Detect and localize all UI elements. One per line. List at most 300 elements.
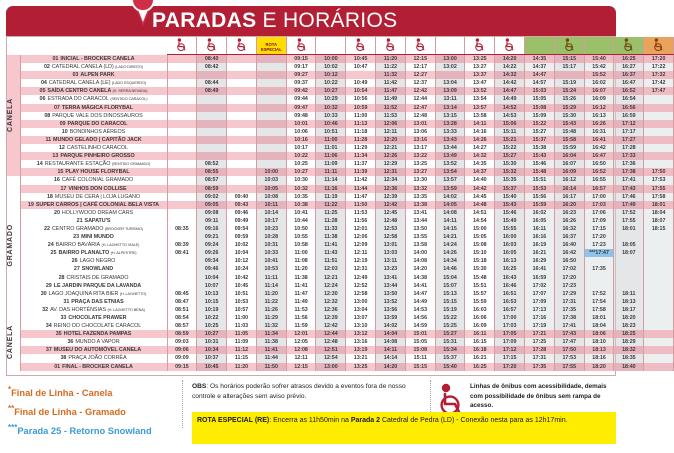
time-cell[interactable]: 11:20 — [256, 290, 286, 298]
time-cell[interactable]: 13:09 — [435, 87, 465, 95]
time-cell[interactable]: 15:29 — [554, 104, 584, 112]
time-cell[interactable]: 10:57 — [227, 306, 257, 314]
time-cell[interactable] — [614, 257, 644, 265]
time-cell[interactable]: 16:55 — [584, 176, 614, 184]
time-cell[interactable]: 17:03 — [495, 322, 525, 330]
time-cell[interactable]: 13:01 — [376, 241, 406, 249]
time-cell[interactable]: 16:32 — [554, 225, 584, 233]
time-cell[interactable]: 15:15 — [405, 363, 435, 371]
time-cell[interactable]: 08:57 — [167, 322, 197, 330]
time-cell[interactable] — [614, 265, 644, 273]
time-cell[interactable]: 10:25 — [197, 322, 227, 330]
time-cell[interactable] — [167, 79, 197, 87]
time-cell[interactable]: 15:07 — [435, 282, 465, 290]
time-cell[interactable]: 18:01 — [644, 201, 674, 209]
time-cell[interactable]: 17:21 — [525, 330, 555, 338]
time-cell[interactable]: 18:23 — [614, 322, 644, 330]
time-cell[interactable]: 17:54 — [584, 298, 614, 306]
time-cell[interactable]: 09:34 — [197, 257, 227, 265]
time-cell[interactable]: 11:18 — [346, 128, 376, 136]
time-cell[interactable] — [256, 144, 286, 152]
time-cell[interactable]: 09:08 — [197, 209, 227, 217]
time-cell[interactable]: 12:31 — [346, 265, 376, 273]
time-cell[interactable]: 10:45 — [227, 282, 257, 290]
time-cell[interactable]: 08:47 — [167, 298, 197, 306]
time-cell[interactable]: 09:49 — [227, 217, 257, 225]
time-cell[interactable]: 10:34 — [197, 346, 227, 354]
time-cell[interactable]: 13:44 — [405, 217, 435, 225]
time-cell[interactable]: 12:29 — [376, 160, 406, 168]
time-cell[interactable]: 14:48 — [465, 201, 495, 209]
time-cell[interactable] — [554, 71, 584, 79]
time-cell[interactable]: 14:40 — [465, 176, 495, 184]
time-cell[interactable]: 12:44 — [405, 95, 435, 103]
column-header-6[interactable] — [346, 37, 376, 55]
time-cell[interactable]: 17:31 — [525, 354, 555, 362]
time-cell[interactable]: 17:53 — [554, 354, 584, 362]
time-cell[interactable]: 18:17 — [614, 306, 644, 314]
time-cell[interactable]: 12:01 — [286, 330, 316, 338]
time-cell[interactable]: 11:28 — [316, 217, 346, 225]
time-cell[interactable] — [644, 274, 674, 282]
time-cell[interactable]: 16:40 — [554, 241, 584, 249]
time-cell[interactable]: 15:24 — [554, 87, 584, 95]
time-cell[interactable]: 13:52 — [435, 160, 465, 168]
time-cell[interactable]: 18:20 — [614, 314, 644, 322]
column-header-16[interactable] — [644, 37, 674, 55]
time-cell[interactable]: 15:01 — [405, 330, 435, 338]
time-cell[interactable]: 13:44 — [376, 282, 406, 290]
time-cell[interactable]: 10:49 — [346, 79, 376, 87]
time-cell[interactable]: 16:50 — [554, 257, 584, 265]
time-cell[interactable]: 16:25 — [495, 265, 525, 273]
time-cell[interactable]: 17:43 — [614, 185, 644, 193]
time-cell[interactable]: 14:47 — [525, 71, 555, 79]
time-cell[interactable]: 11:38 — [316, 233, 346, 241]
time-cell[interactable]: 16:37 — [614, 71, 644, 79]
time-cell[interactable]: 10:54 — [346, 87, 376, 95]
time-cell[interactable] — [256, 160, 286, 168]
time-cell[interactable] — [644, 338, 674, 346]
time-cell[interactable]: 16:03 — [465, 306, 495, 314]
time-cell[interactable]: 10:02 — [316, 63, 346, 71]
time-cell[interactable]: 11:59 — [286, 322, 316, 330]
stop-name-cell[interactable] — [20, 120, 167, 128]
time-cell[interactable] — [227, 185, 257, 193]
time-cell[interactable] — [227, 112, 257, 120]
time-cell[interactable]: 18:01 — [584, 314, 614, 322]
time-cell[interactable]: 11:29 — [256, 314, 286, 322]
time-cell[interactable]: 13:00 — [346, 298, 376, 306]
time-cell[interactable]: 16:17 — [554, 193, 584, 201]
time-cell[interactable] — [227, 128, 257, 136]
time-cell[interactable]: 11:41 — [316, 241, 346, 249]
stop-name-cell[interactable] — [20, 79, 167, 87]
time-cell[interactable]: 10:23 — [256, 225, 286, 233]
time-cell[interactable]: 11:22 — [316, 201, 346, 209]
time-cell[interactable] — [167, 152, 197, 160]
time-cell[interactable]: 10:59 — [346, 104, 376, 112]
time-cell[interactable]: 14:04 — [376, 330, 406, 338]
time-cell[interactable]: 18:13 — [614, 298, 644, 306]
time-cell[interactable]: 14:32 — [465, 152, 495, 160]
time-cell[interactable]: 14:47 — [495, 87, 525, 95]
time-cell[interactable] — [256, 95, 286, 103]
time-cell[interactable]: 12:06 — [346, 233, 376, 241]
column-header-1[interactable] — [197, 37, 227, 55]
stop-name-cell[interactable] — [20, 241, 167, 249]
time-cell[interactable] — [256, 55, 286, 64]
time-cell[interactable]: 14:56 — [405, 314, 435, 322]
time-cell[interactable]: 17:55 — [554, 363, 584, 371]
time-cell[interactable]: 18:25 — [614, 330, 644, 338]
time-cell[interactable]: 15:51 — [525, 176, 555, 184]
time-cell[interactable]: 12:44 — [316, 330, 346, 338]
time-cell[interactable]: 11:43 — [316, 249, 346, 257]
time-cell[interactable]: 15:35 — [495, 176, 525, 184]
time-cell[interactable]: 16:46 — [495, 282, 525, 290]
time-cell[interactable]: 10:50 — [286, 225, 316, 233]
time-cell[interactable]: 15:51 — [465, 282, 495, 290]
time-cell[interactable]: 12:11 — [346, 249, 376, 257]
time-cell[interactable]: 09:44 — [286, 95, 316, 103]
time-cell[interactable]: 09:59 — [227, 233, 257, 241]
column-header-13[interactable] — [554, 37, 584, 55]
time-cell[interactable]: 14:20 — [495, 55, 525, 64]
time-cell[interactable]: 16:23 — [554, 209, 584, 217]
time-cell[interactable]: 13:19 — [346, 346, 376, 354]
time-cell[interactable]: 11:29 — [346, 144, 376, 152]
time-cell[interactable]: 10:04 — [197, 274, 227, 282]
time-cell[interactable]: 10:04 — [227, 249, 257, 257]
stop-name-cell[interactable] — [20, 354, 167, 362]
time-cell[interactable]: 10:12 — [227, 257, 257, 265]
time-cell[interactable]: 14:16 — [465, 128, 495, 136]
time-cell[interactable]: 17:33 — [614, 152, 644, 160]
time-cell[interactable]: 17:32 — [644, 71, 674, 79]
time-cell[interactable] — [167, 104, 197, 112]
time-cell[interactable]: 12:52 — [346, 282, 376, 290]
time-cell[interactable]: 13:17 — [405, 144, 435, 152]
time-cell[interactable] — [644, 120, 674, 128]
time-cell[interactable]: 09:02 — [197, 193, 227, 201]
time-cell[interactable]: 15:59 — [554, 144, 584, 152]
column-header-7[interactable] — [376, 37, 406, 55]
time-cell[interactable] — [644, 233, 674, 241]
time-cell[interactable]: 11:50 — [346, 201, 376, 209]
stop-name-cell[interactable] — [20, 193, 167, 201]
time-cell[interactable]: 17:58 — [584, 306, 614, 314]
time-cell[interactable]: 18:40 — [614, 363, 644, 371]
time-cell[interactable]: 16:41 — [584, 136, 614, 144]
time-cell[interactable]: 15:18 — [465, 257, 495, 265]
time-cell[interactable]: 16:52 — [614, 87, 644, 95]
time-cell[interactable]: 13:59 — [435, 185, 465, 193]
time-cell[interactable]: 11:32 — [256, 322, 286, 330]
time-cell[interactable]: 12:15 — [286, 363, 316, 371]
time-cell[interactable]: 17:20 — [584, 233, 614, 241]
time-cell[interactable]: 13:11 — [376, 257, 406, 265]
time-cell[interactable]: 16:15 — [465, 338, 495, 346]
time-cell[interactable] — [644, 322, 674, 330]
time-cell[interactable]: 16:04 — [554, 152, 584, 160]
time-cell[interactable]: 12:08 — [286, 346, 316, 354]
time-cell[interactable]: 11:06 — [316, 152, 346, 160]
time-cell[interactable]: 10:45 — [346, 55, 376, 64]
time-cell[interactable]: 09:06 — [167, 346, 197, 354]
time-cell[interactable]: 09:11 — [197, 217, 227, 225]
time-cell[interactable]: 16:25 — [614, 55, 644, 64]
time-cell[interactable]: 17:55 — [644, 185, 674, 193]
time-cell[interactable]: 17:42 — [644, 79, 674, 87]
time-cell[interactable]: 10:15 — [197, 298, 227, 306]
time-cell[interactable]: 10:31 — [256, 241, 286, 249]
column-header-3[interactable] — [256, 37, 286, 55]
time-cell[interactable]: 15:37 — [435, 354, 465, 362]
time-cell[interactable] — [167, 257, 197, 265]
time-cell[interactable]: 15:15 — [554, 55, 584, 64]
stop-name-cell[interactable] — [20, 274, 167, 282]
stop-name-cell[interactable] — [20, 71, 167, 79]
time-cell[interactable]: 13:30 — [405, 176, 435, 184]
time-cell[interactable]: 17:50 — [554, 346, 584, 354]
time-cell[interactable]: 13:32 — [405, 185, 435, 193]
time-cell[interactable]: 18:13 — [584, 346, 614, 354]
time-cell[interactable]: 12:48 — [405, 112, 435, 120]
time-cell[interactable] — [167, 201, 197, 209]
time-cell[interactable] — [167, 87, 197, 95]
time-cell[interactable]: 17:52 — [584, 290, 614, 298]
time-cell[interactable] — [644, 330, 674, 338]
time-cell[interactable]: 15:37 — [495, 185, 525, 193]
time-cell[interactable] — [227, 160, 257, 168]
time-cell[interactable]: 16:14 — [554, 185, 584, 193]
time-cell[interactable]: 13:28 — [435, 120, 465, 128]
time-cell[interactable]: 15:31 — [435, 338, 465, 346]
time-cell[interactable]: 14:47 — [405, 290, 435, 298]
time-cell[interactable]: 12:48 — [376, 217, 406, 225]
time-cell[interactable]: 12:32 — [316, 298, 346, 306]
time-cell[interactable]: 10:35 — [286, 193, 316, 201]
time-cell[interactable]: 17:35 — [525, 363, 555, 371]
time-cell[interactable]: 16:09 — [554, 168, 584, 176]
time-cell[interactable]: 08:54 — [167, 314, 197, 322]
time-cell[interactable]: 14:42 — [495, 79, 525, 87]
time-cell[interactable]: 15:05 — [525, 95, 555, 103]
time-cell[interactable]: 17:09 — [495, 338, 525, 346]
time-cell[interactable]: 15:32 — [495, 168, 525, 176]
time-cell[interactable]: 17:46 — [614, 193, 644, 201]
time-cell[interactable] — [644, 282, 674, 290]
column-header-15[interactable] — [614, 37, 644, 55]
time-cell[interactable] — [197, 128, 227, 136]
time-cell[interactable]: 14:26 — [465, 136, 495, 144]
time-cell[interactable]: 15:27 — [435, 330, 465, 338]
time-cell[interactable]: 15:42 — [584, 63, 614, 71]
time-cell[interactable]: 10:41 — [256, 257, 286, 265]
time-cell[interactable]: 15:48 — [554, 128, 584, 136]
time-cell[interactable]: 15:49 — [495, 217, 525, 225]
time-cell[interactable]: 10:00 — [316, 55, 346, 64]
time-cell[interactable]: 14:24 — [435, 241, 465, 249]
time-cell[interactable]: 14:45 — [465, 193, 495, 201]
stop-name-cell[interactable] — [20, 185, 167, 193]
time-cell[interactable]: ***17:47 — [584, 249, 614, 257]
stop-name-cell[interactable] — [20, 63, 167, 71]
time-cell[interactable]: 10:31 — [197, 338, 227, 346]
time-cell[interactable]: 14:57 — [525, 79, 555, 87]
time-cell[interactable]: 12:42 — [405, 87, 435, 95]
time-cell[interactable]: 17:15 — [584, 225, 614, 233]
time-cell[interactable]: 11:09 — [227, 338, 257, 346]
time-cell[interactable]: 10:32 — [286, 185, 316, 193]
time-cell[interactable]: 18:29 — [614, 338, 644, 346]
time-cell[interactable] — [167, 233, 197, 241]
time-cell[interactable]: 15:30 — [495, 160, 525, 168]
time-cell[interactable]: 14:54 — [465, 217, 495, 225]
time-cell[interactable]: 15:27 — [495, 152, 525, 160]
time-cell[interactable]: 11:00 — [316, 136, 346, 144]
time-cell[interactable]: 17:17 — [614, 128, 644, 136]
time-cell[interactable] — [227, 79, 257, 87]
time-cell[interactable]: 13:59 — [376, 314, 406, 322]
time-cell[interactable] — [227, 168, 257, 176]
time-cell[interactable]: 15:43 — [554, 120, 584, 128]
time-cell[interactable]: 15:06 — [495, 120, 525, 128]
time-cell[interactable]: 15:22 — [495, 144, 525, 152]
time-cell[interactable]: 16:57 — [495, 306, 525, 314]
time-cell[interactable]: 17:16 — [525, 314, 555, 322]
time-cell[interactable]: 16:05 — [495, 249, 525, 257]
time-cell[interactable]: 09:46 — [227, 209, 257, 217]
time-cell[interactable]: 17:15 — [495, 354, 525, 362]
time-cell[interactable]: 14:21 — [435, 233, 465, 241]
time-cell[interactable] — [256, 71, 286, 79]
time-cell[interactable]: 10:56 — [346, 95, 376, 103]
stop-name-cell[interactable] — [20, 363, 167, 371]
time-cell[interactable]: 09:37 — [286, 79, 316, 87]
time-cell[interactable]: 16:56 — [614, 104, 644, 112]
time-cell[interactable] — [167, 176, 197, 184]
stop-name-cell[interactable] — [20, 338, 167, 346]
time-cell[interactable]: 11:41 — [256, 346, 286, 354]
time-cell[interactable]: 11:50 — [256, 363, 286, 371]
time-cell[interactable]: 15:11 — [405, 354, 435, 362]
time-cell[interactable]: 16:12 — [554, 176, 584, 184]
time-cell[interactable] — [644, 306, 674, 314]
time-cell[interactable]: 14:35 — [525, 55, 555, 64]
time-cell[interactable] — [435, 71, 465, 79]
stop-name-cell[interactable] — [20, 152, 167, 160]
time-cell[interactable]: 17:05 — [495, 330, 525, 338]
time-cell[interactable]: 16:59 — [614, 112, 644, 120]
time-cell[interactable]: 09:15 — [167, 363, 197, 371]
time-cell[interactable]: 10:19 — [197, 306, 227, 314]
time-cell[interactable]: 15:46 — [495, 209, 525, 217]
time-cell[interactable]: 10:37 — [197, 354, 227, 362]
time-cell[interactable]: 12:11 — [286, 354, 316, 362]
time-cell[interactable]: 11:12 — [227, 346, 257, 354]
time-cell[interactable]: 17:27 — [614, 136, 644, 144]
time-cell[interactable]: 12:36 — [376, 185, 406, 193]
time-cell[interactable]: 12:39 — [376, 193, 406, 201]
time-cell[interactable]: 10:17 — [286, 144, 316, 152]
time-cell[interactable]: 11:53 — [376, 112, 406, 120]
time-cell[interactable]: 13:52 — [465, 87, 495, 95]
time-cell[interactable]: 09:15 — [286, 55, 316, 64]
time-cell[interactable] — [256, 136, 286, 144]
time-cell[interactable] — [644, 363, 674, 371]
time-cell[interactable]: 17:29 — [554, 290, 584, 298]
time-cell[interactable] — [197, 136, 227, 144]
time-cell[interactable]: 11:38 — [256, 338, 286, 346]
time-cell[interactable]: 16:19 — [525, 241, 555, 249]
time-cell[interactable]: 10:38 — [286, 201, 316, 209]
time-cell[interactable]: 11:42 — [376, 79, 406, 87]
time-cell[interactable]: 15:55 — [495, 225, 525, 233]
time-cell[interactable] — [167, 274, 197, 282]
time-cell[interactable]: 14:35 — [465, 160, 495, 168]
time-cell[interactable] — [167, 217, 197, 225]
time-cell[interactable]: 10:24 — [227, 265, 257, 273]
time-cell[interactable]: 11:14 — [316, 176, 346, 184]
time-cell[interactable]: 14:02 — [435, 193, 465, 201]
time-cell[interactable]: 17:28 — [614, 144, 644, 152]
time-cell[interactable]: 13:22 — [405, 152, 435, 160]
time-cell[interactable]: 12:47 — [405, 104, 435, 112]
time-cell[interactable]: 10:16 — [286, 136, 316, 144]
time-cell[interactable] — [644, 346, 674, 354]
time-cell[interactable]: 10:53 — [227, 298, 257, 306]
time-cell[interactable]: 14:27 — [465, 144, 495, 152]
time-cell[interactable]: 13:58 — [405, 241, 435, 249]
time-cell[interactable]: 10:58 — [286, 241, 316, 249]
time-cell[interactable]: 15:53 — [525, 185, 555, 193]
time-cell[interactable] — [644, 257, 674, 265]
time-cell[interactable] — [256, 120, 286, 128]
time-cell[interactable]: 16:42 — [584, 144, 614, 152]
time-cell[interactable] — [167, 120, 197, 128]
time-cell[interactable] — [644, 128, 674, 136]
time-cell[interactable]: 10:33 — [316, 112, 346, 120]
time-cell[interactable] — [167, 136, 197, 144]
time-cell[interactable]: 16:02 — [525, 209, 555, 217]
time-cell[interactable]: 17:00 — [584, 193, 614, 201]
time-cell[interactable]: 10:42 — [227, 274, 257, 282]
time-cell[interactable]: 09:54 — [227, 225, 257, 233]
time-cell[interactable]: 11:25 — [316, 209, 346, 217]
time-cell[interactable]: 09:47 — [286, 104, 316, 112]
time-cell[interactable]: 13:50 — [405, 225, 435, 233]
stop-name-cell[interactable] — [20, 112, 167, 120]
time-cell[interactable]: 17:00 — [495, 314, 525, 322]
time-cell[interactable] — [644, 160, 674, 168]
time-cell[interactable]: 13:25 — [465, 55, 495, 64]
time-cell[interactable]: 16:07 — [584, 87, 614, 95]
time-cell[interactable]: 13:47 — [465, 79, 495, 87]
time-cell[interactable]: 15:48 — [525, 168, 555, 176]
time-cell[interactable]: 11:47 — [286, 290, 316, 298]
time-cell[interactable]: 16:54 — [614, 95, 644, 103]
column-header-14[interactable] — [584, 37, 614, 55]
time-cell[interactable]: 11:20 — [376, 55, 406, 64]
time-cell[interactable]: 15:40 — [435, 363, 465, 371]
time-cell[interactable]: 09:40 — [227, 193, 257, 201]
time-cell[interactable]: 15:09 — [525, 112, 555, 120]
column-header-9[interactable] — [435, 37, 465, 55]
time-cell[interactable]: 14:00 — [405, 249, 435, 257]
time-cell[interactable]: 17:02 — [525, 282, 555, 290]
